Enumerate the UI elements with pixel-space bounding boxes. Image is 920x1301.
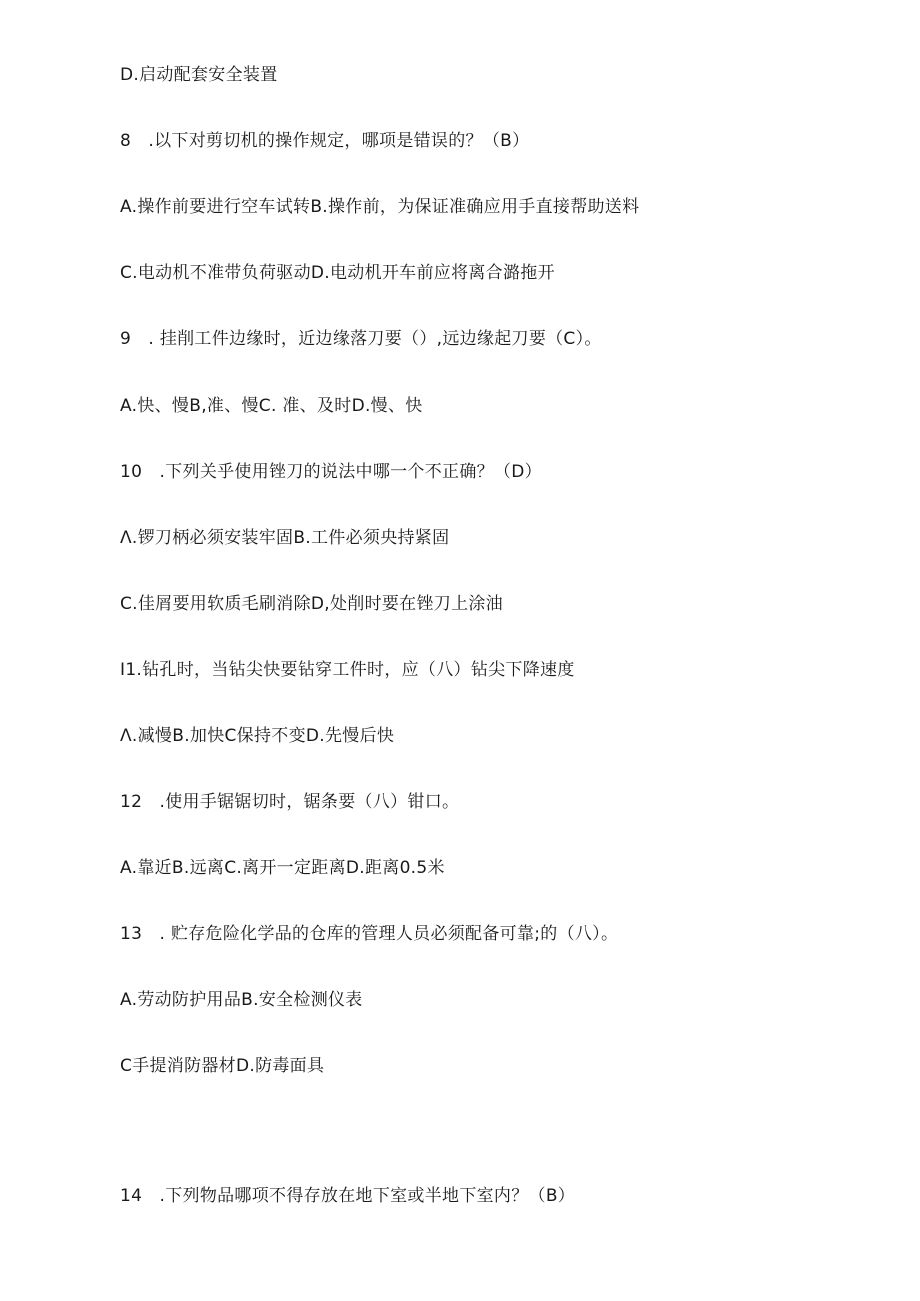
options-11: Λ.减慢B.加快C保持不变D.先慢后快 — [120, 726, 395, 746]
options-13-ab: A.劳动防护用品B.安全检测仪表 — [120, 990, 363, 1010]
options-8-cd: C.电动机不准带负荷驱动D.电动机开车前应将离合潞拖开 — [120, 263, 555, 283]
options-8-ab: A.操作前要进行空车试转B.操作前，为保证准确应用手直接帮助送料 — [120, 197, 640, 217]
option-line-7d: D.启动配套安全装置 — [120, 65, 278, 85]
question-13: 13 . 贮存危险化学品的仓库的管理人员必须配备可靠;的（八）。 — [120, 924, 619, 944]
options-9: A.快、慢B,准、慢C. 准、及时D.慢、快 — [120, 396, 423, 416]
question-10: 10 .下列关乎使用锉刀的说法中哪一个不正确？（D） — [120, 462, 542, 482]
question-14: 14 .下列物品哪项不得存放在地下室或半地下室内？（B） — [120, 1186, 576, 1206]
question-9: 9 . 挂削工件边缘时，近边缘落刀要（）,远边缘起刀要（C）。 — [120, 329, 602, 349]
options-12: A.靠近B.远离C.离开一定距离D.距离0.5米 — [120, 858, 445, 878]
options-13-cd: C手提消防器材D.防毒面具 — [120, 1056, 325, 1076]
question-11: I1.钻孔时，当钻尖快要钻穿工件时，应（八）钻尖下降速度 — [120, 660, 575, 680]
options-10-ab: Λ.锣刀柄必须安装牢固B.工件必须央持紧固 — [120, 528, 450, 548]
question-12: 12 .使用手锯锯切时，锯条要（八）钳口。 — [120, 792, 460, 812]
options-10-cd: C.佳屑要用软质毛刷消除D,处削时要在锉刀上涂油 — [120, 594, 503, 614]
question-8: 8 .以下对剪切机的操作规定，哪项是错误的？（B） — [120, 131, 530, 151]
